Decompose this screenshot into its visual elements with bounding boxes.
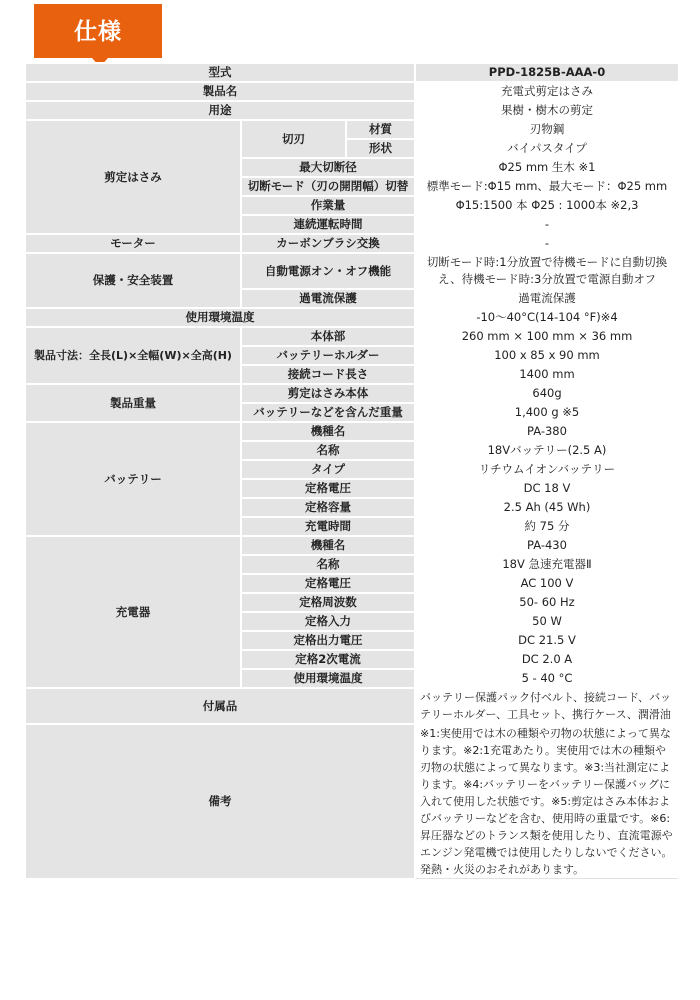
row-label: 定格電圧 — [241, 479, 415, 498]
table-row — [25, 536, 679, 555]
accessories-value: バッテリー保護パック付ベルト、接続コード、バッテリーホルダー、工具セット、携行ケース、潤滑油 — [415, 688, 679, 724]
row-label: 作業量 — [241, 196, 415, 215]
row-label: 最大切断径 — [241, 158, 415, 177]
row-label: 用途 — [25, 101, 415, 120]
group-label-weight: 製品重量 — [25, 384, 241, 422]
cut-mode-value: 標準モード:Φ15 mm、最大モード：Φ25 mm — [415, 177, 679, 196]
material-value: 刃物鋼 — [415, 120, 679, 139]
row-label: 材質 — [346, 120, 415, 139]
row-label: 定格電圧 — [241, 574, 415, 593]
row-label: 切断モード（刃の開閉幅）切替 — [241, 177, 415, 196]
table-row — [25, 384, 679, 403]
row-label: 接続コード長さ — [241, 365, 415, 384]
battery-name-value: 18Vバッテリー(2.5 A) — [415, 441, 679, 460]
row-label: 過電流保護 — [241, 289, 415, 308]
row-label: 形状 — [346, 139, 415, 158]
max-diameter-value: Φ25 mm 生木 ※1 — [415, 158, 679, 177]
row-label: 機種名 — [241, 422, 415, 441]
remarks-value: ※1:実使用では木の種類や刃物の状態によって異なります。※2:1充電あたり。実使用では木の種類や刃物の状態によって異なります。※3:当社測定によります。※4:バッテリーをバッテリー保護バッグに入れて使用した状態です。※5:剪定はさみ本体およびバッテリーなどを含む、使用時の重量です。※6:昇圧器などのトランス類を使用したり、直流電源やエンジン発電機では使用したりしないでください。発熱・火災のおそれがあります。 — [415, 724, 679, 879]
row-label: 付属品 — [25, 688, 415, 724]
row-label: タイプ — [241, 460, 415, 479]
row-label: 名称 — [241, 441, 415, 460]
charger-input-value: 50 W — [415, 612, 679, 631]
group-label-protection: 保護・安全装置 — [25, 253, 241, 308]
table-row — [25, 688, 679, 724]
table-row — [25, 308, 679, 327]
dimensions-holder-value: 100 x 85 x 90 mm — [415, 346, 679, 365]
row-label: 製品名 — [25, 82, 415, 101]
group-label-motor: モーター — [25, 234, 241, 253]
charger-voltage-value: AC 100 V — [415, 574, 679, 593]
table-row — [25, 253, 679, 289]
table-row — [25, 101, 679, 120]
weight-total-value: 1,400 g ※5 — [415, 403, 679, 422]
row-label: 充電時間 — [241, 517, 415, 536]
row-label: 備考 — [25, 724, 415, 879]
dimensions-body-value: 260 mm × 100 mm × 36 mm — [415, 327, 679, 346]
charger-name-value: 18V 急速充電器Ⅱ — [415, 555, 679, 574]
battery-capacity-value: 2.5 Ah (45 Wh) — [415, 498, 679, 517]
charger-env-temp-value: 5 - 40 °C — [415, 669, 679, 688]
model-value: PPD-1825B-AAA-0 — [415, 63, 679, 82]
row-label: 型式 — [25, 63, 415, 82]
shape-value: バイパスタイプ — [415, 139, 679, 158]
dimensions-cord-value: 1400 mm — [415, 365, 679, 384]
table-row — [25, 327, 679, 346]
charger-secondary-current-value: DC 2.0 A — [415, 650, 679, 669]
table-row — [25, 120, 679, 139]
charger-frequency-value: 50- 60 Hz — [415, 593, 679, 612]
row-label: 名称 — [241, 555, 415, 574]
row-label: 本体部 — [241, 327, 415, 346]
row-label: 定格2次電流 — [241, 650, 415, 669]
battery-type-value: リチウムイオンバッテリー — [415, 460, 679, 479]
row-label: カーボンブラシ交換 — [241, 234, 415, 253]
auto-power-value: 切断モード時:1分放置で待機モードに自動切換え、待機モード時:3分放置で電源自動オフ — [415, 253, 679, 289]
row-label: 機種名 — [241, 536, 415, 555]
row-label: 定格容量 — [241, 498, 415, 517]
table-row — [25, 234, 679, 253]
charger-out-voltage-value: DC 21.5 V — [415, 631, 679, 650]
continuous-value: - — [415, 215, 679, 234]
work-value: Φ15:1500 本 Φ25 : 1000本 ※2,3 — [415, 196, 679, 215]
weight-body-value: 640g — [415, 384, 679, 403]
row-label: 自動電源オン・オフ機能 — [241, 253, 415, 289]
use-value: 果樹・樹木の剪定 — [415, 101, 679, 120]
section-heading: 仕様 — [74, 18, 122, 45]
env-temp-value: -10～40°C(14-104 °F)※4 — [415, 308, 679, 327]
row-label: 剪定はさみ本体 — [241, 384, 415, 403]
battery-model-value: PA-380 — [415, 422, 679, 441]
row-label: 使用環境温度 — [241, 669, 415, 688]
group-label-pruner: 剪定はさみ — [25, 120, 241, 234]
row-label: 定格周波数 — [241, 593, 415, 612]
table-row — [25, 724, 679, 879]
battery-charge-time-value: 約 75 分 — [415, 517, 679, 536]
overcurrent-value: 過電流保護 — [415, 289, 679, 308]
spec-table — [24, 62, 680, 880]
charger-model-value: PA-430 — [415, 536, 679, 555]
table-row — [25, 422, 679, 441]
section-heading-tab — [34, 4, 162, 58]
motor-value: - — [415, 234, 679, 253]
group-label-charger: 充電器 — [25, 536, 241, 688]
table-row — [25, 82, 679, 101]
row-label: 定格出力電圧 — [241, 631, 415, 650]
table-row — [25, 63, 679, 82]
battery-voltage-value: DC 18 V — [415, 479, 679, 498]
sub-group-blade: 切刃 — [241, 120, 346, 158]
row-label: バッテリーホルダー — [241, 346, 415, 365]
row-label: バッテリーなどを含んだ重量 — [241, 403, 415, 422]
row-label: 定格入力 — [241, 612, 415, 631]
group-label-battery: バッテリー — [25, 422, 241, 536]
row-label: 使用環境温度 — [25, 308, 415, 327]
group-label-dimensions: 製品寸法：全長(L)×全幅(W)×全高(H) — [25, 327, 241, 384]
product-name-value: 充電式剪定はさみ — [415, 82, 679, 101]
row-label: 連続運転時間 — [241, 215, 415, 234]
